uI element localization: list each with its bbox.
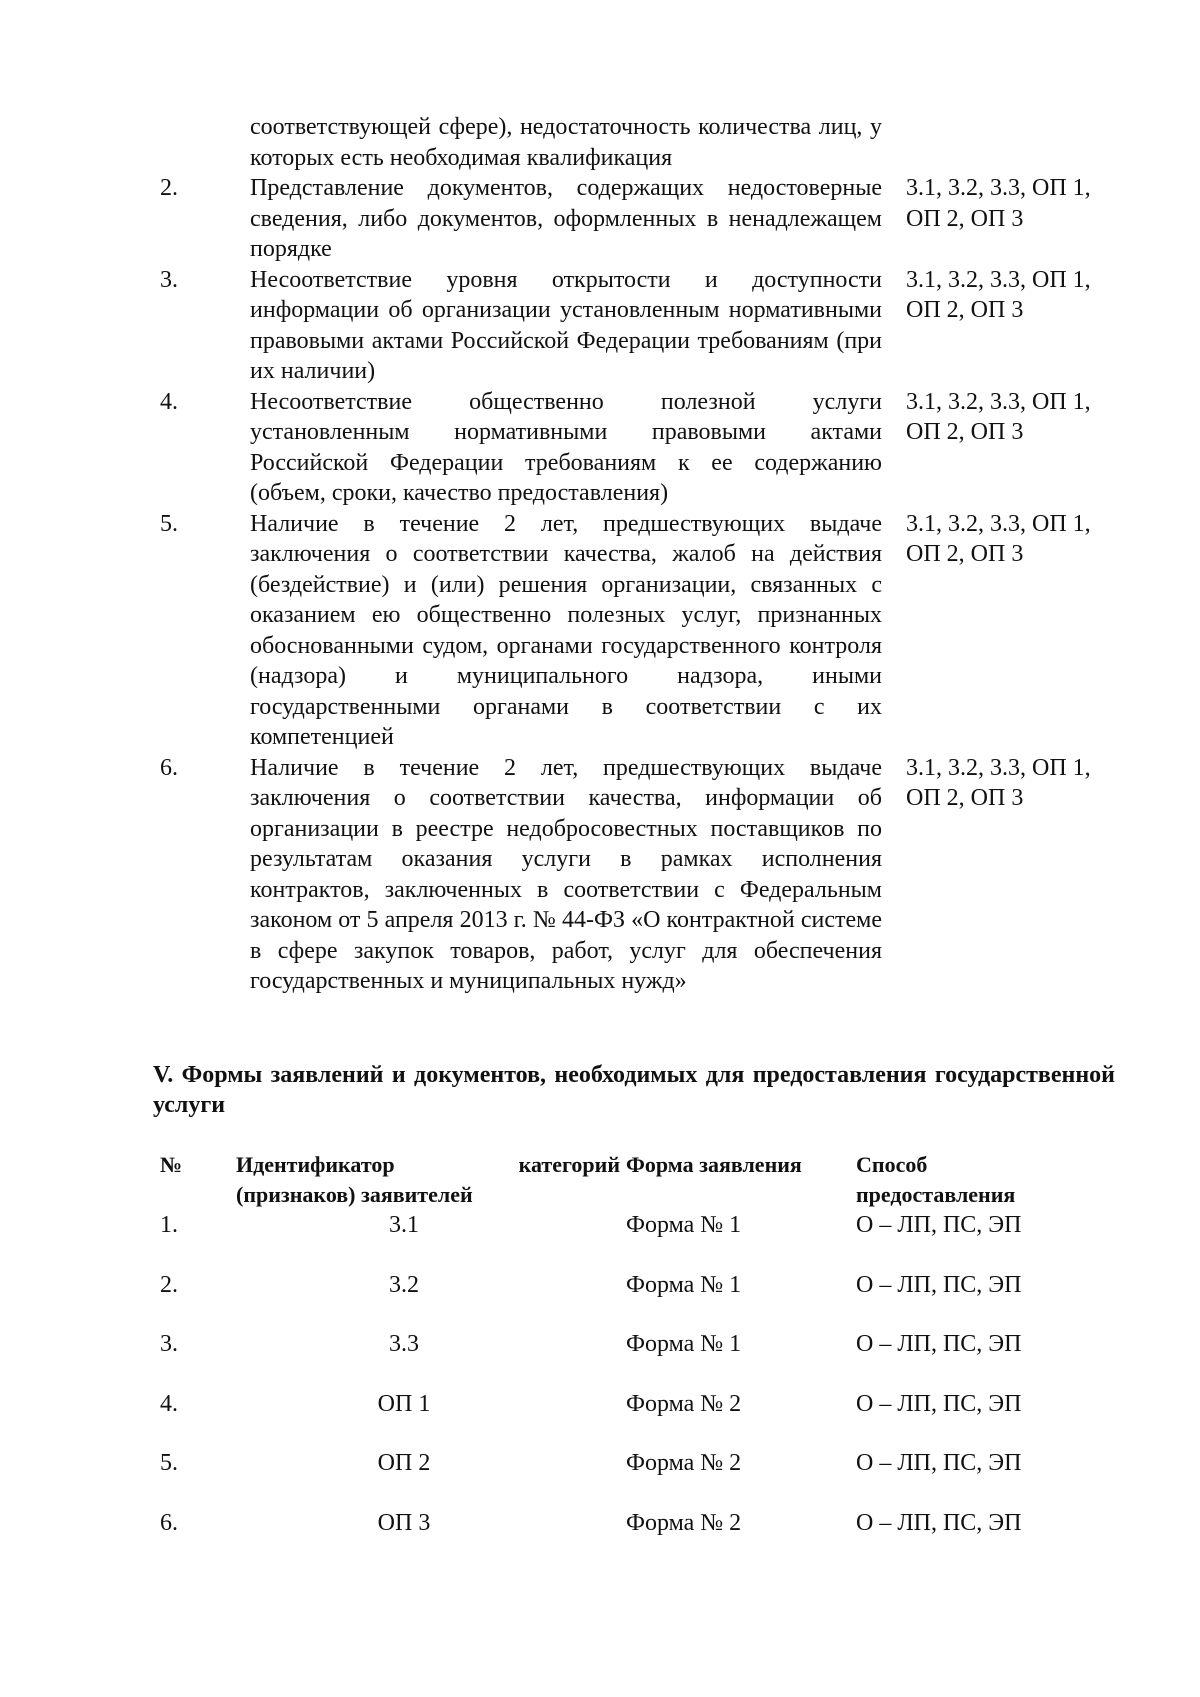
grounds-row-ids: 3.1, 3.2, 3.3, ОП 1, ОП 2, ОП 3	[906, 266, 1091, 323]
grounds-row-ids: 3.1, 3.2, 3.3, ОП 1, ОП 2, ОП 3	[906, 754, 1091, 811]
row-identifier: ОП 1	[377, 1390, 431, 1417]
grounds-row-ids: 3.1, 3.2, 3.3, ОП 1, ОП 2, ОП 3	[906, 388, 1091, 445]
row-identifier: ОП 2	[377, 1450, 431, 1476]
row-form: Форма № 1	[626, 1271, 742, 1298]
header-identifier	[236, 1150, 620, 1210]
grounds-row-number: 6.	[160, 754, 178, 781]
row-form: Форма № 1	[626, 1212, 742, 1238]
grounds-row-text: Представление документов, содержащих недостоверные сведения, либо документов, оформленных в ненадлежащем порядке	[250, 175, 882, 262]
grounds-row	[160, 753, 1110, 997]
table-row	[160, 1329, 1110, 1389]
row-form: Форма № 2	[626, 1509, 742, 1536]
table-row	[160, 1270, 1110, 1330]
grounds-row-number: 4.	[160, 388, 178, 415]
grounds-row-ids: 3.1, 3.2, 3.3, ОП 1, ОП 2, ОП 3	[906, 175, 1091, 232]
row-number: 2.	[160, 1271, 178, 1298]
grounds-row-text: Наличие в течение 2 лет, предшествующих выдаче заключения о соответствии качества, жалоб на действия (бездействие) и (или) решения организации, связанных с оказанием ею общественно полезных услуг, признанных обоснованными судом, органами государственного контроля (надзора) и муниципального надзора, иными государственными органами в соответствии с их компетенцией	[250, 510, 882, 750]
table-row	[160, 1508, 1110, 1568]
row-method: О – ЛП, ПС, ЭП	[856, 1271, 1022, 1298]
row-number: 4.	[160, 1390, 178, 1417]
grounds-row	[160, 265, 1110, 387]
row-identifier: ОП 3	[377, 1509, 431, 1536]
grounds-row-text: соответствующей сфере), недостаточность количества лиц, у которых есть необходимая квалификация	[250, 114, 882, 171]
row-identifier: 3.2	[389, 1271, 419, 1298]
table-row	[160, 1210, 1110, 1270]
grounds-row-text: Наличие в течение 2 лет, предшествующих выдаче заключения о соответствии качества, информации об организации в реестре недобросовестных поставщиков по результатам оказания услуги в рамках исполнения контрактов, заключенных в соответствии с Федеральным законом от 5 апреля 2013 г. № 44-ФЗ «О контрактной системе в сфере закупок товаров, работ, услуг для обеспечения государственных и муниципальных нужд»	[250, 754, 882, 994]
header-method: Способ предоставления	[856, 1152, 1016, 1207]
header-identifier-part3: (признаков) заявителей	[236, 1182, 473, 1207]
forms-table-header	[160, 1150, 1110, 1210]
grounds-row-text: Несоответствие общественно полезной услуги установленным нормативными правовыми актами Российской Федерации требованиям к ее содержанию (объем, сроки, качество предоставления)	[250, 388, 882, 506]
header-identifier-part2: категорий	[518, 1152, 620, 1177]
row-number: 1.	[160, 1212, 178, 1238]
row-method: О – ЛП, ПС, ЭП	[856, 1212, 1022, 1238]
row-method: О – ЛП, ПС, ЭП	[856, 1509, 1022, 1536]
grounds-row	[160, 173, 1110, 265]
row-number: 3.	[160, 1331, 178, 1357]
forms-table	[160, 1150, 1110, 1567]
grounds-row	[160, 387, 1110, 509]
grounds-table	[160, 112, 1110, 997]
row-identifier: 3.3	[389, 1331, 419, 1357]
row-number: 5.	[160, 1450, 178, 1476]
row-number: 6.	[160, 1509, 178, 1536]
row-form: Форма № 1	[626, 1331, 742, 1357]
row-method: О – ЛП, ПС, ЭП	[856, 1331, 1022, 1357]
table-row	[160, 1389, 1110, 1449]
row-method: О – ЛП, ПС, ЭП	[856, 1390, 1022, 1417]
grounds-row-text: Несоответствие уровня открытости и доступности информации об организации установленным нормативными правовыми актами Российской Федерации требованиям (при их наличии)	[250, 266, 882, 384]
header-form: Форма заявления	[626, 1152, 802, 1177]
row-form: Форма № 2	[626, 1450, 742, 1476]
row-form: Форма № 2	[626, 1390, 742, 1417]
row-identifier: 3.1	[389, 1212, 419, 1238]
table-row	[160, 1448, 1110, 1508]
row-method: О – ЛП, ПС, ЭП	[856, 1450, 1022, 1476]
grounds-row	[160, 509, 1110, 753]
grounds-row-continuation	[160, 112, 1110, 173]
header-identifier-part1: Идентификатор	[236, 1152, 395, 1177]
grounds-row-number: 5.	[160, 510, 178, 537]
grounds-row-number: 2.	[160, 175, 178, 201]
header-number: №	[160, 1152, 183, 1177]
section-title: V. Формы заявлений и документов, необходимых для предоставления государственной услуги	[153, 1062, 1115, 1118]
grounds-row-number: 3.	[160, 266, 178, 293]
grounds-row-ids: 3.1, 3.2, 3.3, ОП 1, ОП 2, ОП 3	[906, 510, 1091, 567]
